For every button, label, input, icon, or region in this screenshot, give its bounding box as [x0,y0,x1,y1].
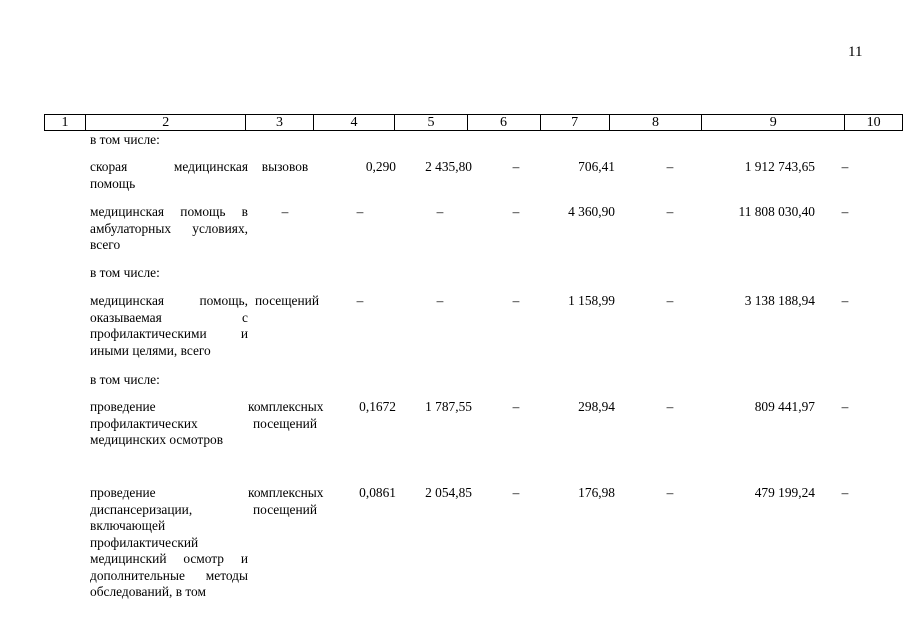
header-col-2: 2 [86,115,246,131]
row-unit: комплексных посещений [248,485,324,517]
row-col4: 0,290 [365,159,396,174]
row-col8: – [666,159,674,174]
row-col10: – [841,399,849,414]
row-col9: 3 138 188,94 [744,293,815,308]
row-col7: 298,94 [578,399,615,414]
row-description: медицинская помощь в амбулаторных условиях, всего [90,204,248,252]
row-col9: 11 808 030,40 [738,204,815,219]
row-unit: вызовов [261,159,309,174]
including-label: в том числе: [90,372,160,387]
header-col-10: 10 [845,115,903,131]
row-col8: – [666,399,674,414]
row-col10: – [841,159,849,174]
header-col-8: 8 [609,115,701,131]
header-col-5: 5 [395,115,467,131]
header-col-6: 6 [467,115,540,131]
row-col8: – [666,293,674,308]
row-col6: – [512,485,520,500]
row-col5: 1 787,55 [425,399,472,414]
row-col10: – [841,204,849,219]
row-col10: – [841,485,849,500]
row-col6: – [512,293,520,308]
row-col4: 0,1672 [359,399,396,414]
row-unit: посещений [255,293,319,308]
row-col8: – [666,485,674,500]
row-col7: 706,41 [578,159,615,174]
page-number: 11 [848,44,863,60]
row-description: медицинская помощь, оказываемая с профилактическими и иными целями, всего [90,293,248,358]
row-col9: 1 912 743,65 [744,159,815,174]
header-row [45,115,903,131]
row-col4: – [356,204,364,219]
including-label: в том числе: [90,265,160,280]
header-col-1: 1 [45,115,86,131]
row-col4: – [356,293,364,308]
row-col5: 2 054,85 [425,485,472,500]
header-col-3: 3 [246,115,313,131]
row-col9: 479 199,24 [754,485,815,500]
row-unit: комплексных посещений [248,399,324,431]
row-col5: – [436,293,444,308]
row-description: проведение профилактических медицинских осмотров [90,399,224,447]
column-number-header [44,114,903,131]
row-col7: 1 158,99 [568,293,615,308]
row-col7: 176,98 [578,485,615,500]
header-col-7: 7 [540,115,609,131]
row-col8: – [666,204,674,219]
row-description: скорая медицинская помощь [90,159,248,191]
row-col6: – [512,399,520,414]
row-col6: – [512,204,520,219]
row-col10: – [841,293,849,308]
including-label: в том числе: [90,132,160,147]
row-col4: 0,0861 [359,485,396,500]
header-col-9: 9 [702,115,845,131]
row-col5: 2 435,80 [425,159,472,174]
row-col9: 809 441,97 [754,399,815,414]
row-col5: – [436,204,444,219]
row-unit: – [281,204,289,219]
row-col7: 4 360,90 [568,204,615,219]
row-description: проведение диспансеризации, включающей профилактический медицинский осмотр и дополнительные методы обследований, в том [90,485,248,599]
row-col6: – [512,159,520,174]
header-col-4: 4 [313,115,395,131]
